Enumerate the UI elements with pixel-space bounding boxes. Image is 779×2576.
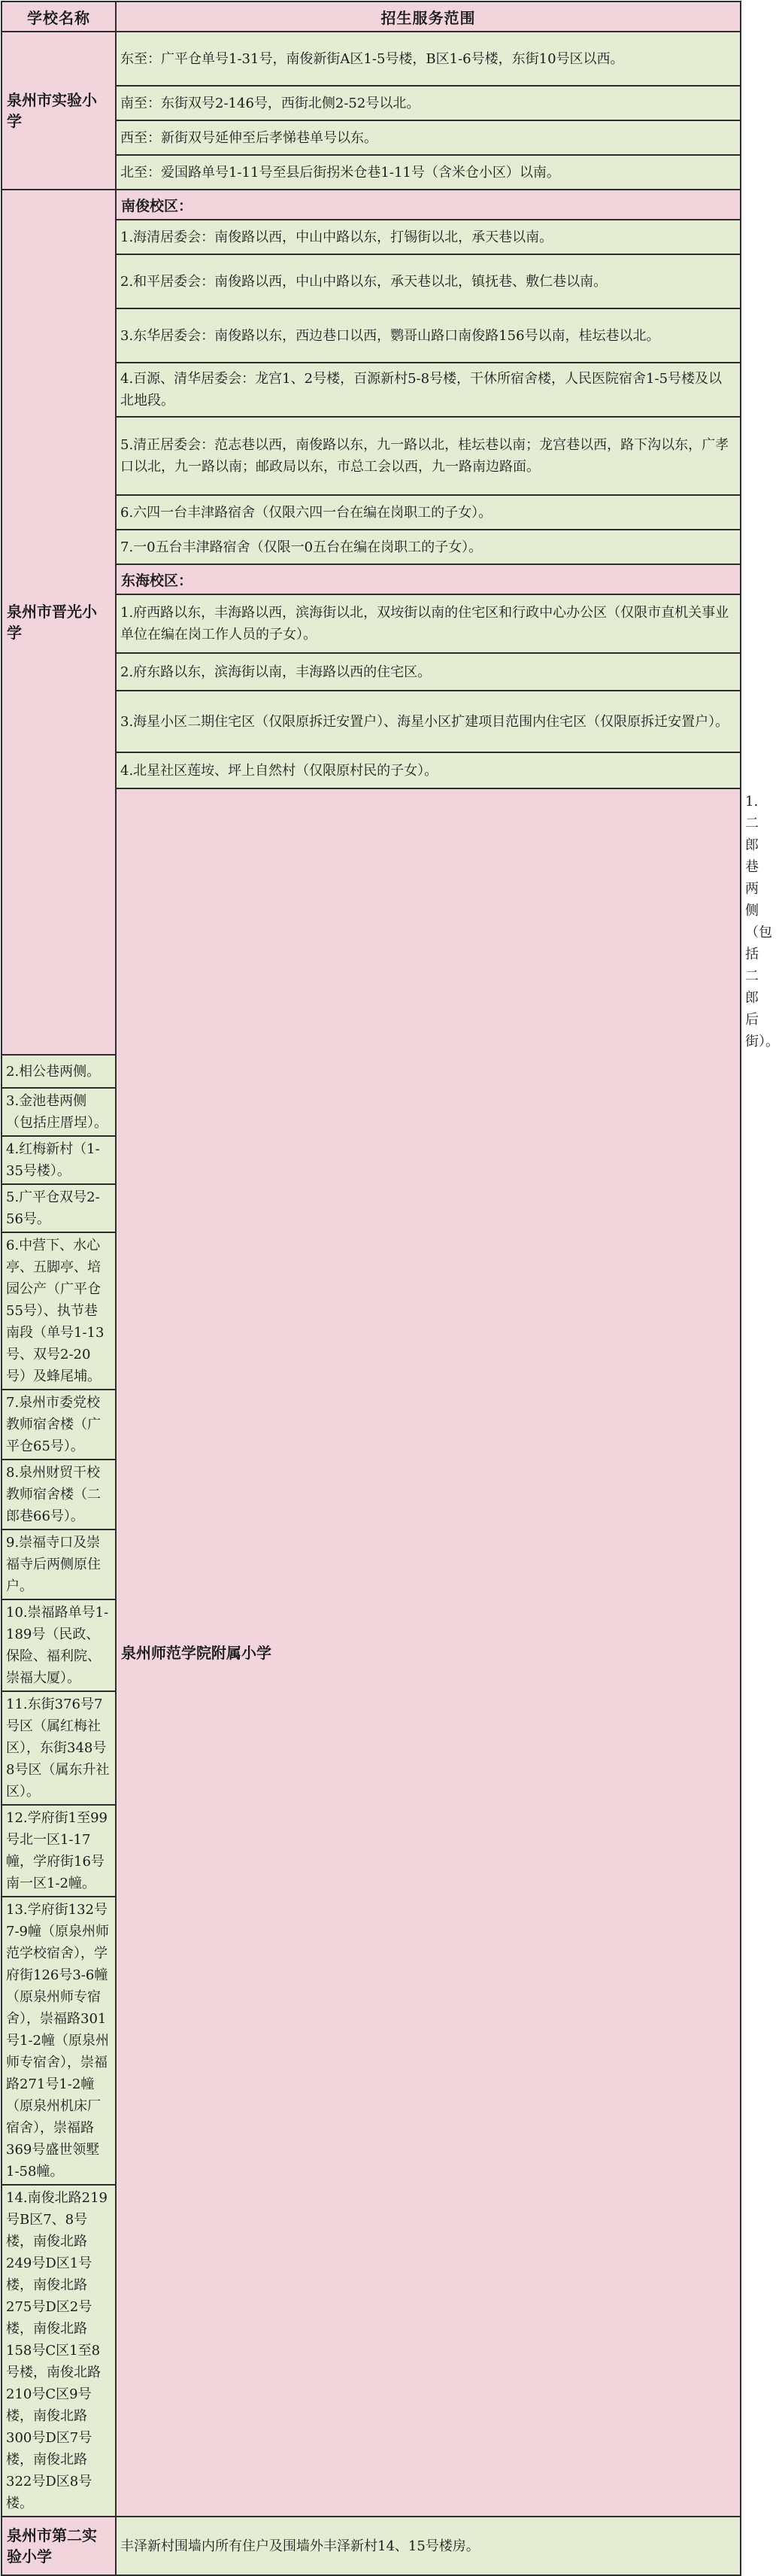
scope-cell: 2.府东路以东，滨海街以南，丰海路以西的住宅区。 [116, 653, 741, 691]
scope-cell: 南至：东街双号2-146号，西街北侧2-52号以北。 [116, 86, 741, 120]
scope-cell: 3.金池巷两侧（包括庄厝埕）。 [2, 1088, 116, 1136]
school-name-cell: 泉州市第二实验小学 [2, 2517, 116, 2575]
campus-header-row [2, 190, 741, 220]
scope-cell: 1.海清居委会：南俊路以西，中山中路以东，打锡街以北，承天巷以南。 [116, 220, 741, 254]
scope-cell: 7.一0五台丰津路宿舍（仅限一0五台在编在岗职工的子女）。 [116, 530, 741, 564]
scope-cell: 12.学府街1至99号北一区1-17幢，学府街16号南一区1-2幢。 [2, 1805, 116, 1897]
scope-cell: 9.崇福寺口及崇福寺后两侧原住户。 [2, 1530, 116, 1599]
campus-title-donghai: 东海校区： [116, 564, 741, 594]
scope-cell: 5.清正居委会：范志巷以西，南俊路以东，九一路以北，桂坛巷以南；龙宫巷以西，路下沟以东，广孝口以北，九一路以南；邮政局以东，市总工会以西，九一路南边路面。 [116, 417, 741, 495]
table-row: 泉州师范学院附属小学 1.二郎巷两侧（包括二郎后街）。 [2, 788, 741, 1055]
scope-cell: 2.相公巷两侧。 [2, 1055, 116, 1088]
scope-cell: 14.南俊北路219号B区7、8号楼，南俊北路249号D区1号楼，南俊北路275号D区2号楼，南俊北路158号C区1至8号楼，南俊北路210号C区9号楼，南俊北路300号D区7号楼，南俊北路322号D区8号楼。 [2, 2185, 116, 2517]
scope-cell: 4.百源、清华居委会：龙宫1、2号楼，百源新村5-8号楼，干休所宿舍楼，人民医院宿舍1-5号楼及以北地段。 [116, 363, 741, 417]
scope-cell: 6.六四一台丰津路宿舍（仅限六四一台在编在岗职工的子女）。 [116, 495, 741, 530]
scope-cell: 3.海星小区二期住宅区（仅限原拆迁安置户）、海星小区扩建项目范围内住宅区（仅限原拆迁安置户）。 [116, 691, 741, 752]
scope-cell: 1.府西路以东，丰海路以西，滨海街以北，双垵街以南的住宅区和行政中心办公区（仅限市直机关事业单位在编在岗工作人员的子女）。 [116, 594, 741, 653]
campus-title-nanjun: 南俊校区： [116, 190, 741, 220]
table-row [2, 32, 741, 86]
scope-cell: 8.泉州财贸干校教师宿舍楼（二郎巷66号）。 [2, 1460, 116, 1530]
school-name-cell: 泉州市实验小学 [2, 32, 116, 190]
scope-cell: 3.东华居委会：南俊路以东，西边巷口以西，鹦哥山路口南俊路156号以南，桂坛巷以北。 [116, 308, 741, 363]
scope-cell: 10.崇福路单号1-189号（民政、保险、福利院、崇福大厦）。 [2, 1599, 116, 1691]
scope-cell: 丰泽新村围墙内所有住户及围墙外丰泽新村14、15号楼房。 [116, 2517, 741, 2575]
scope-cell: 2.和平居委会：南俊路以西，中山中路以东，承天巷以北，镇抚巷、敷仁巷以南。 [116, 254, 741, 308]
scope-cell: 11.东街376号7号区（属红梅社区），东街348号8号区（属东升社区）。 [2, 1691, 116, 1805]
scope-cell: 4.红梅新村（1-35号楼）。 [2, 1136, 116, 1184]
header-enrollment-scope: 招生服务范围 [116, 2, 741, 32]
enrollment-scope-table [1, 1, 779, 2576]
scope-cell: 5.广平仓双号2-56号。 [2, 1184, 116, 1232]
scope-cell: 东至：广平仓单号1-31号，南俊新街A区1-5号楼，B区1-6号楼，东街10号区以西。 [116, 32, 741, 86]
school-name-cell: 泉州师范学院附属小学 [116, 788, 741, 2517]
scope-cell: 7.泉州市委党校教师宿舍楼（广平仓65号）。 [2, 1390, 116, 1460]
school-name-cell: 泉州市晋光小学 [2, 190, 116, 1055]
table-header-row [2, 2, 741, 32]
scope-cell: 4.北星社区莲垵、坪上自然村（仅限原村民的子女）。 [116, 752, 741, 788]
header-school-name: 学校名称 [2, 2, 116, 32]
scope-cell: 13.学府街132号7-9幢（原泉州师范学校宿舍），学府街126号3-6幢（原泉州师专宿舍），崇福路301号1-2幢（原泉州师专宿舍），崇福路271号1-2幢（原泉州机床厂宿舍），崇福路369号盛世领墅1-58幢。 [2, 1897, 116, 2185]
scope-cell: 6.中营下、水心亭、五脚亭、培园公产（广平仓55号）、执节巷南段（单号1-13号、双号2-20号）及蜂尾埔。 [2, 1232, 116, 1390]
scope-cell: 北至：爱国路单号1-11号至县后街拐米仓巷1-11号（含米仓小区）以南。 [116, 155, 741, 190]
scope-cell: 西至：新街双号延伸至后孝悌巷单号以东。 [116, 120, 741, 155]
table-row [2, 2517, 741, 2575]
